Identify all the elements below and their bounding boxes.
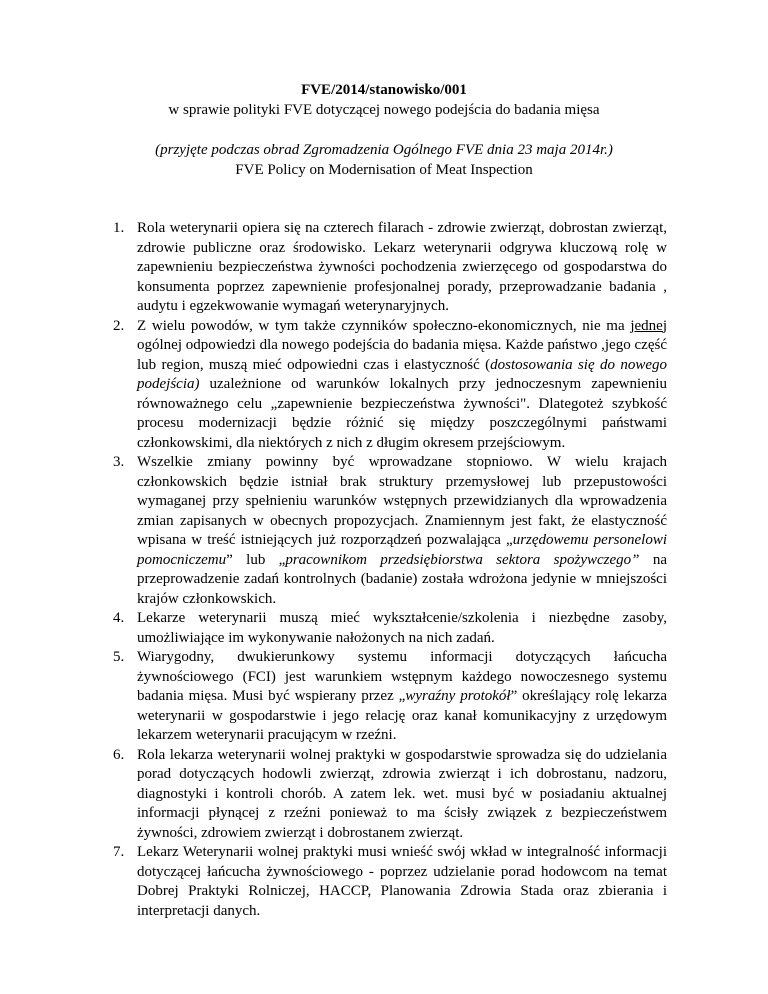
- list-number: 6.: [113, 746, 125, 763]
- list-item: [113, 609, 667, 648]
- italic-text: pracownikom przedsiębiorstwa sektora spożywczego”: [285, 551, 640, 568]
- list-item: [113, 317, 667, 454]
- list-item-text: Z wielu powodów, w tym także czynników społeczno-ekonomicznych, nie ma: [137, 317, 631, 334]
- list-item-text: na przeprowadzenie zadań kontrolnych (badanie) została wdrożona jedynie w mniejszości krajów członkowskich.: [137, 551, 667, 607]
- list-number: 5.: [113, 649, 125, 665]
- list-number: 1.: [113, 220, 125, 236]
- list-item-text: ” określający rolę lekarza weterynarii w gospodarstwie i jego relację oraz kanał komunikacyjny z urzędowym lekarzem weterynarii pracującym w rzeźni.: [137, 688, 667, 743]
- list-item-text: ” lub „: [226, 551, 286, 568]
- list-number: 4.: [113, 610, 125, 626]
- list-item: [113, 453, 667, 609]
- italic-text: dostosowania się do nowego podejścia): [137, 356, 667, 392]
- list-number: 3.: [113, 454, 125, 470]
- list-item: [113, 219, 667, 317]
- list-item-text: Wiarygodny, dwukierunkowy systemu informacji dotyczących łańcucha żywnościowego (FCI) jest warunkiem wstępnym każdego nowoczesnego systemu badania mięsa. Musi być wspierany przez „: [137, 649, 667, 704]
- list-item: [113, 648, 667, 746]
- list-item-text: Lekarze weterynarii muszą mieć wykształcenie/szkolenia i niezbędne zasoby, umożliwiające im wykonywanie nałożonych na nich zadań.: [137, 610, 667, 646]
- numbered-list: [113, 219, 667, 921]
- list-item: [113, 843, 667, 921]
- list-item-text: Rola weterynarii opiera się na czterech filarach - zdrowie zwierząt, dobrostan zwierząt, zdrowie publiczne oraz środowisko. Lekarz weterynarii odgrywa kluczową rolę w zapewnieniu bezpieczeństwa żywności pochodzenia zwierzęcego od gospodarstwa do konsumenta poprzez zapewnienie profesjonalnej porady, przeprowadzanie badania , audytu i egzekwowanie wymagań weterynaryjnych.: [137, 220, 667, 314]
- list-item-text: ogólnej odpowiedzi dla nowego podejścia do badania mięsa. Każde państwo ,jego część lub region, muszą mieć odpowiedni czas i elastyczność (: [137, 337, 667, 373]
- document-code: FVE/2014/stanowisko/001: [301, 82, 467, 98]
- italic-text: wyraźny protokół: [405, 688, 511, 704]
- list-item: [113, 746, 667, 844]
- list-number: 7.: [113, 844, 125, 860]
- document-subtitle: w sprawie polityki FVE dotyczącej nowego podejścia do badania mięsa: [168, 102, 600, 118]
- list-item-text: Lekarz Weterynarii wolnej praktyki musi wnieść swój wkład w integralność informacji dotyczącej łańcucha żywnościowego - poprzez udzielanie porad hodowcom na temat Dobrej Praktyki Rolniczej, HACCP, Planowania Zdrowia Stada oraz zbierania i interpretacji danych.: [137, 844, 667, 919]
- adoption-note: (przyjęte podczas obrad Zgromadzenia Ogólnego FVE dnia 23 maja 2014r.): [155, 142, 613, 158]
- list-item-text: Wszelkie zmiany powinny być wprowadzane stopniowo. W wielu krajach członkowskich będzie istniał brak struktury przemysłowej lub przepustowości wymaganej przy spełnieniu warunków wstępnych przewidzianych dla wprowadzenia zmian zapisanych w obecnych propozycjach. Znamiennym jest fakt, że elastyczność wpisana w treść istniejących już rozporządzeń pozwalająca „: [137, 454, 667, 548]
- english-title: FVE Policy on Modernisation of Meat Inspection: [235, 162, 533, 178]
- list-number: 2.: [113, 317, 125, 334]
- italic-text: urzędowemu personelowi pomocniczemu: [137, 532, 667, 568]
- underlined-text: jednej: [630, 317, 667, 334]
- list-item-text: Rola lekarza weterynarii wolnej praktyki w gospodarstwie sprowadza się do udzielania porad dotyczących hodowli zwierząt, zdrowia zwierząt i ich dobrostanu, nadzoru, diagnostyki i kontroli chorób. A zatem lek. wet. musi być w posiadaniu aktualnej informacji płynącej z rzeźni ponieważ to ma ścisły związek z bezpieczeństwem żywności, zdrowiem zwierząt i dobrostanem zwierząt.: [137, 746, 667, 841]
- list-item-text: uzależnione od warunków lokalnych przy jednoczesnym zapewnieniu równoważnego celu „zapewnienie bezpieczeństwa żywności". Dlategoteż szybkość procesu modernizacji będzie różnić się między poszczególnymi państwami członkowskimi, dla niektórych z nich z długim okresem przejściowym.: [137, 376, 667, 451]
